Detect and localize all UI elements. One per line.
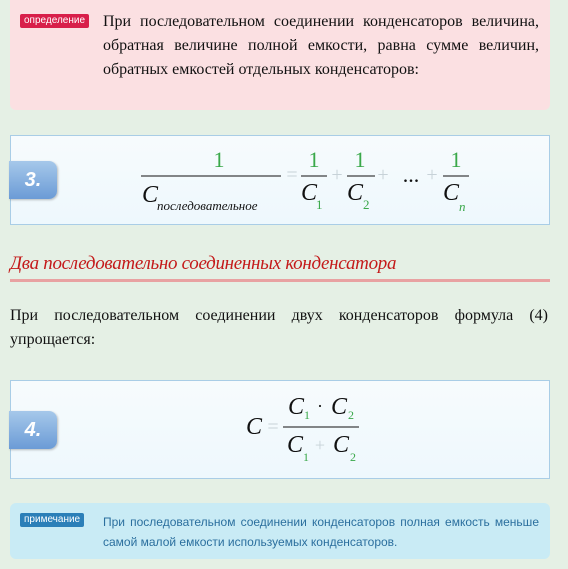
term2-numerator: 1	[354, 147, 366, 172]
plus-sign: +	[314, 435, 326, 455]
note-text: При последовательном соединении конденсаторов полная емкость меньше самой малой емкости используемых конденсаторов.	[103, 515, 539, 549]
term1-sub: 1	[316, 197, 323, 212]
plus-sign-2: +	[377, 164, 389, 186]
section-paragraph: При последовательном соединении двух конденсаторов формула (4) упрощается:	[10, 307, 548, 348]
denominator-c2-sub: 2	[350, 450, 356, 464]
term1-numerator: 1	[308, 147, 320, 172]
formula-box-4	[10, 380, 550, 479]
definition-box	[10, 0, 550, 110]
section-heading: Два последовательно соединенных конденсатора	[10, 253, 550, 282]
numerator-c1: C	[288, 394, 305, 420]
formula-4-math	[11, 381, 549, 478]
definition-badge: определение	[20, 14, 89, 28]
denominator-c1-sub: 1	[303, 450, 309, 464]
lhs-denominator-sub: последовательное	[157, 198, 258, 213]
termn-numerator: 1	[450, 147, 462, 172]
numerator-c1-sub: 1	[304, 408, 310, 422]
numerator-c2: C	[331, 394, 348, 420]
numerator-c2-sub: 2	[348, 408, 354, 422]
termn-var: C	[443, 180, 460, 206]
term1-var: C	[301, 180, 318, 206]
term2-var: C	[347, 180, 364, 206]
termn-sub: n	[459, 199, 466, 214]
lhs-numerator: 1	[213, 147, 225, 172]
plus-sign-3: +	[426, 164, 438, 186]
formula-3-math	[11, 136, 549, 224]
equals-sign: =	[286, 164, 298, 186]
definition-text: При последовательном соединении конденсаторов величина, обратная величине полной емкости, равна сумме величин, обратных емкостей отдельных конденсаторов:	[103, 13, 539, 78]
formula-number-3: 3.	[9, 161, 57, 199]
formula-number-4: 4.	[9, 411, 57, 449]
plus-sign-1: +	[331, 164, 343, 186]
denominator-c1: C	[287, 432, 304, 458]
multiply-dot: ·	[317, 396, 323, 416]
denominator-c2: C	[333, 432, 350, 458]
note-box	[10, 503, 550, 559]
note-badge: примечание	[20, 513, 84, 527]
lhs-denominator-var: C	[142, 182, 159, 208]
lhs-var: C	[246, 414, 263, 440]
term2-sub: 2	[363, 197, 370, 212]
ellipsis: ...	[402, 162, 420, 187]
equals-sign: =	[267, 416, 279, 438]
formula-box-3	[10, 135, 550, 225]
